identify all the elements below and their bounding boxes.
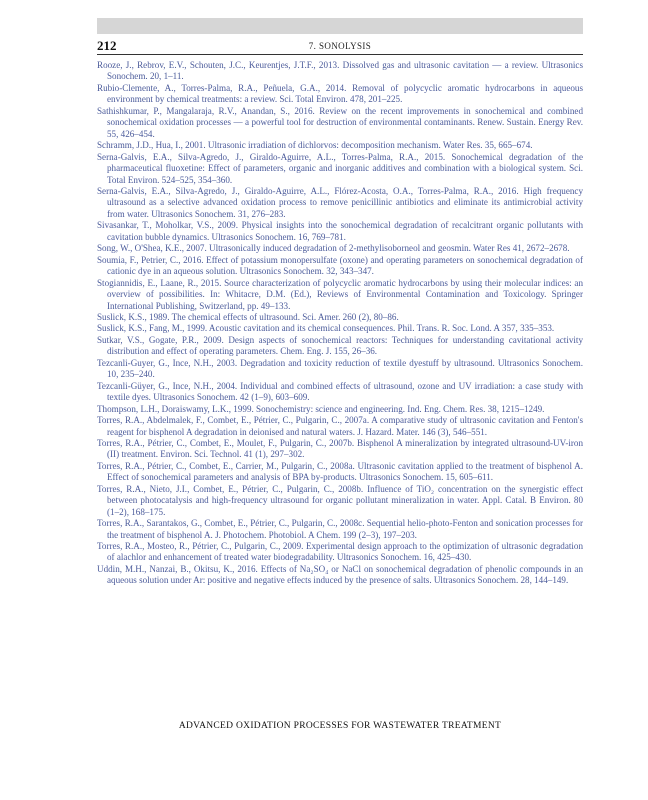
reference-entry[interactable]: Serna-Galvis, E.A., Silva-Agredo, J., Giraldo-Aguirre, A.L., Torres-Palma, R.A., 2015. Sonochemical degradation of the pharmaceutical fluoxetine: Effect of parameters, organic and inorganic additives and combination with a biological system. Sci. Total Environ. 524–525, 354–360. [97, 151, 583, 185]
reference-entry[interactable]: Rubio-Clemente, A., Torres-Palma, R.A., Peñuela, G.A., 2014. Removal of polycyclic aromatic hydrocarbons in aqueous environment by chemical treatments: a review. Sci. Total Environ. 478, 201–225. [97, 82, 583, 105]
reference-list [97, 60, 583, 587]
reference-entry[interactable]: Suslick, K.S., 1989. The chemical effects of ultrasound. Sci. Amer. 260 (2), 80–86. [97, 311, 399, 322]
reference-entry[interactable]: Torres, R.A., Pétrier, C., Combet, E., Moulet, F., Pulgarin, C., 2007b. Bisphenol A mineralization by integrated ultrasound-UV-iron (II) treatment. Environ. Sci. Technol. 41 (1), 297–302. [97, 437, 583, 460]
reference-entry[interactable]: Torres, R.A., Pétrier, C., Combet, E., Carrier, M., Pulgarin, C., 2008a. Ultrasonic cavitation applied to the treatment of bisphenol A. Effect of sonochemical parameters and analysis of BPA by-products. Ultrasonics Sonochem. 15, 605–611. [97, 460, 583, 483]
reference-entry[interactable]: Suslick, K.S., Fang, M., 1999. Acoustic cavitation and its chemical consequences. Phil. Trans. R. Soc. Lond. A 357, 335–353. [97, 323, 555, 334]
header-band [97, 18, 583, 34]
reference-entry[interactable]: Torres, R.A., Sarantakos, G., Combet, E., Pétrier, C., Pulgarin, C., 2008c. Sequential helio-photo-Fenton and sonication processes for the treatment of bisphenol A. J. Photochem. Photobiol. A Chem. 199 (2–3), 197–203. [97, 518, 583, 540]
book-title-footer: ADVANCED OXIDATION PROCESSES FOR WASTEWATER TREATMENT [178, 721, 502, 731]
reference-entry[interactable]: Sivasankar, T., Moholkar, V.S., 2009. Physical insights into the sonochemical degradation of recalcitrant organic pollutants with cavitation bubble dynamics. Ultrasonics Sonochem. 16, 769–781. [97, 220, 583, 242]
reference-entry[interactable]: Torres, R.A., Nieto, J.I., Combet, E., Pétrier, C., Pulgarin, C., 2008b. Influence of TiO₂ concentration on the synergistic effect between photocatalysis and high-frequency ultrasound for organic pollutant mineralization in water. Appl. Catal. B Environ. 80 (1–2), 168–175. [97, 483, 583, 517]
reference-entry[interactable]: Uddin, M.H., Nanzai, B., Okitsu, K., 2016. Effects of Na₂SO₄ or NaCl on sonochemical degradation of phenolic compounds in an aqueous solution under Ar: positive and negative effects induced by the presence of salts. Ultrasonics Sonochem. 28, 144–149. [97, 563, 583, 586]
reference-entry[interactable]: Soumia, F., Petrier, C., 2016. Effect of potassium monopersulfate (oxone) and operating parameters on sonochemical degradation of cationic dye in an aqueous solution. Ultrasonics Sonochem. 32, 343–347. [97, 254, 583, 277]
reference-entry[interactable]: Tezcanli-Güyer, G., Ince, N.H., 2004. Individual and combined effects of ultrasound, ozone and UV irradiation: a case study with textile dyes. Ultrasonics Sonochem. 42 (1–9), 603–609. [97, 380, 583, 403]
reference-entry[interactable]: Song, W., O'Shea, K.E., 2007. Ultrasonically induced degradation of 2-methylisoborneol and geosmin. Water Res 41, 2672–2678. [97, 243, 570, 254]
reference-entry[interactable]: Tezcanli-Guyer, G., Ince, N.H., 2003. Degradation and toxicity reduction of textile dyestuff by ultrasound. Ultrasonics Sonochem. 10, 235–240. [97, 357, 583, 380]
reference-entry[interactable]: Rooze, J., Rebrov, E.V., Schouten, J.C., Keurentjes, J.T.F., 2013. Dissolved gas and ultrasonic cavitation — a review. Ultrasonics Sonochem. 20, 1–11. [97, 60, 583, 82]
reference-entry[interactable]: Schramm, J.D., Hua, I., 2001. Ultrasonic irradiation of dichlorvos: decomposition mechanism. Water Res. 35, 665–674. [97, 140, 533, 151]
reference-entry[interactable]: Torres, R.A., Mosteo, R., Pétrier, C., Pulgarin, C., 2009. Experimental design approach to the optimization of ultrasonic degradation of alachlor and enhancement of treated water biodegradability. Ultrasonics Sonochem. 16, 425–430. [97, 541, 583, 563]
running-head: 7. SONOLYSIS [308, 41, 372, 51]
reference-entry[interactable]: Torres, R.A., Abdelmalek, F., Combet, E., Pétrier, C., Pulgarin, C., 2007a. A comparative study of ultrasonic cavitation and Fenton's reagent for bisphenol A degradation in deionised and natural waters. J. Hazard. Mater. 146 (3), 546–551. [97, 415, 583, 437]
reference-entry[interactable]: Stogiannidis, E., Laane, R., 2015. Source characterization of polycyclic aromatic hydrocarbons by using their molecular indices: an overview of possibilities. In: Whitacre, D.M. (Ed.), Reviews of Environmental Contamination and Toxicology. Springer International Publishing, Switzerland, pp. 49–133. [97, 277, 583, 311]
header-rule [97, 54, 583, 55]
reference-entry[interactable]: Thompson, L.H., Doraiswamy, L.K., 1999. Sonochemistry: science and engineering. Ind. Eng. Chem. Res. 38, 1215–1249. [97, 403, 545, 414]
reference-entry[interactable]: Sutkar, V.S., Gogate, P.R., 2009. Design aspects of sonochemical reactors: Techniques for understanding cavitational activity distribution and effect of operating parameters. Chem. Eng. J. 155, 26–36. [97, 334, 583, 357]
reference-entry[interactable]: Serna-Galvis, E.A., Silva-Agredo, J., Giraldo-Aguirre, A.L., Flórez-Acosta, O.A., Torres-Palma, R.A., 2016. High frequency ultrasound as a selective advanced oxidation process to remove penicillinic antibiotics and eliminate its antimicrobial activity from water. Ultrasonics Sonochem. 31, 276–283. [97, 185, 583, 219]
page-number: 212 [97, 38, 117, 53]
reference-entry[interactable]: Sathishkumar, P., Mangalaraja, R.V., Anandan, S., 2016. Review on the recent improvements in sonochemical and combined sonochemical oxidation processes — a powerful tool for destruction of environmental contaminants. Renew. Sustain. Energy Rev. 55, 426–454. [97, 105, 583, 139]
